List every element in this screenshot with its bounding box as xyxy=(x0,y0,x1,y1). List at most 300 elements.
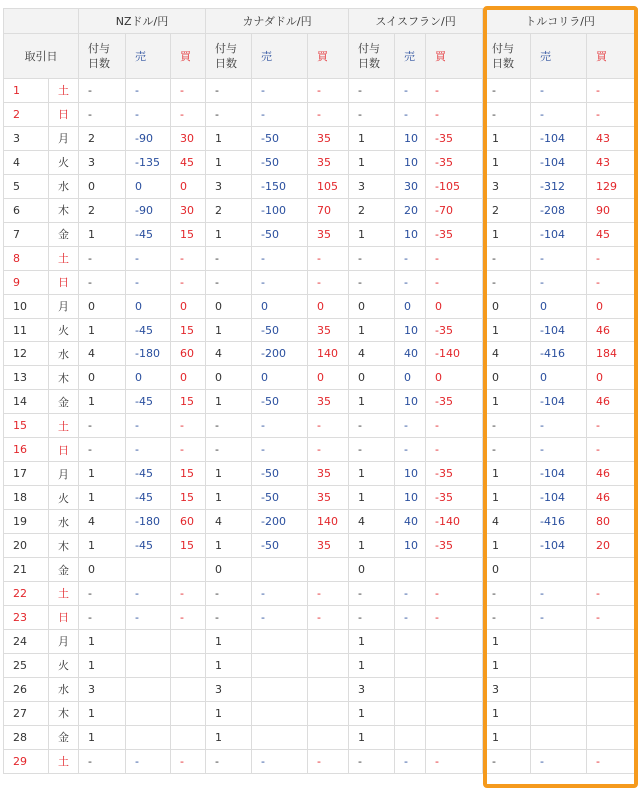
weekday: 金 xyxy=(49,725,79,749)
sell-cell: 10 xyxy=(395,462,426,486)
sell-cell: - xyxy=(126,102,171,126)
table-row xyxy=(4,510,638,534)
sell-cell: - xyxy=(531,438,587,462)
weekday: 火 xyxy=(49,150,79,174)
buy-cell xyxy=(426,701,483,725)
buy-cell xyxy=(426,629,483,653)
weekday: 金 xyxy=(49,558,79,582)
days-cell: 3 xyxy=(206,174,252,198)
table-row xyxy=(4,390,638,414)
buy-cell: 35 xyxy=(308,486,349,510)
buy-cell xyxy=(426,725,483,749)
currency-header-chf-jpy: スイスフラン/円 xyxy=(349,9,483,34)
buy-cell: - xyxy=(587,414,638,438)
table-row xyxy=(4,725,638,749)
buy-cell: 15 xyxy=(171,318,206,342)
days-cell: - xyxy=(206,102,252,126)
sell-cell xyxy=(395,725,426,749)
weekday: 火 xyxy=(49,653,79,677)
sell-cell: - xyxy=(395,270,426,294)
days-cell: 3 xyxy=(483,677,531,701)
buy-cell: 140 xyxy=(308,510,349,534)
days-cell: 1 xyxy=(79,653,126,677)
sell-cell: -45 xyxy=(126,390,171,414)
sell-cell: -45 xyxy=(126,318,171,342)
sell-cell: -416 xyxy=(531,342,587,366)
buy-cell: - xyxy=(308,102,349,126)
buy-cell: -35 xyxy=(426,150,483,174)
days-cell: 1 xyxy=(349,534,395,558)
sell-cell xyxy=(126,677,171,701)
table-row xyxy=(4,294,638,318)
weekday: 火 xyxy=(49,318,79,342)
buy-cell: - xyxy=(426,582,483,606)
buy-cell xyxy=(171,558,206,582)
buy-cell: - xyxy=(308,270,349,294)
buy-cell: - xyxy=(308,414,349,438)
buy-cell: 70 xyxy=(308,198,349,222)
table-row xyxy=(4,79,638,103)
weekday: 水 xyxy=(49,510,79,534)
sell-cell: -50 xyxy=(252,462,308,486)
table-row xyxy=(4,677,638,701)
buy-cell: 105 xyxy=(308,174,349,198)
sell-cell: - xyxy=(126,438,171,462)
sell-cell xyxy=(395,701,426,725)
days-cell: 1 xyxy=(79,701,126,725)
buy-cell: - xyxy=(171,438,206,462)
buy-cell: - xyxy=(308,582,349,606)
days-cell: 4 xyxy=(349,510,395,534)
trade-day: 15 xyxy=(4,414,49,438)
trade-day: 7 xyxy=(4,222,49,246)
trade-day: 29 xyxy=(4,749,49,773)
buy-cell xyxy=(171,677,206,701)
days-cell: - xyxy=(349,582,395,606)
sell-cell: -312 xyxy=(531,174,587,198)
days-cell: 1 xyxy=(349,725,395,749)
sell-cell: -104 xyxy=(531,150,587,174)
days-cell: 1 xyxy=(483,701,531,725)
buy-cell: 0 xyxy=(587,294,638,318)
buy-cell: - xyxy=(587,749,638,773)
days-cell: - xyxy=(349,102,395,126)
buy-cell xyxy=(587,701,638,725)
days-cell: 1 xyxy=(483,486,531,510)
sell-cell: 10 xyxy=(395,318,426,342)
trade-day: 25 xyxy=(4,653,49,677)
sell-cell: -208 xyxy=(531,198,587,222)
days-cell: - xyxy=(349,749,395,773)
days-cell: 1 xyxy=(206,126,252,150)
header-row-columns xyxy=(4,34,638,79)
buy-cell: - xyxy=(587,438,638,462)
days-cell: 3 xyxy=(79,150,126,174)
buy-cell: 15 xyxy=(171,222,206,246)
currency-header-nzd-jpy: NZドル/円 xyxy=(79,9,206,34)
sell-cell: - xyxy=(395,102,426,126)
sell-cell: 0 xyxy=(126,366,171,390)
days-cell: - xyxy=(79,414,126,438)
weekday: 日 xyxy=(49,102,79,126)
buy-cell: - xyxy=(587,79,638,103)
days-cell: 0 xyxy=(349,558,395,582)
days-cell: 0 xyxy=(206,558,252,582)
trade-day: 19 xyxy=(4,510,49,534)
days-cell: - xyxy=(79,749,126,773)
sell-cell xyxy=(126,701,171,725)
weekday: 土 xyxy=(49,749,79,773)
sell-cell: 10 xyxy=(395,390,426,414)
trade-day: 20 xyxy=(4,534,49,558)
buy-cell: 0 xyxy=(426,294,483,318)
trade-day: 26 xyxy=(4,677,49,701)
days-cell: 1 xyxy=(349,150,395,174)
buy-cell: - xyxy=(426,414,483,438)
sell-cell: - xyxy=(531,246,587,270)
sell-cell: -104 xyxy=(531,222,587,246)
days-cell: 1 xyxy=(349,222,395,246)
sell-cell xyxy=(531,725,587,749)
buy-cell: - xyxy=(308,79,349,103)
buy-cell: -35 xyxy=(426,222,483,246)
buy-cell: - xyxy=(171,414,206,438)
sell-cell: -90 xyxy=(126,126,171,150)
weekday: 火 xyxy=(49,486,79,510)
buy-cell: - xyxy=(171,582,206,606)
weekday: 月 xyxy=(49,294,79,318)
buy-cell: - xyxy=(308,605,349,629)
days-cell: 1 xyxy=(206,150,252,174)
buy-cell: - xyxy=(426,79,483,103)
sell-cell: - xyxy=(395,749,426,773)
table-row xyxy=(4,414,638,438)
sell-cell: - xyxy=(126,270,171,294)
sell-cell: 20 xyxy=(395,198,426,222)
sell-cell xyxy=(395,558,426,582)
sell-cell: -45 xyxy=(126,462,171,486)
sell-cell xyxy=(126,653,171,677)
sell-cell: 0 xyxy=(252,366,308,390)
days-header: 付与 日数 xyxy=(206,34,252,79)
days-cell: - xyxy=(79,246,126,270)
buy-cell: 184 xyxy=(587,342,638,366)
table-row xyxy=(4,126,638,150)
days-cell: - xyxy=(349,414,395,438)
buy-cell: 80 xyxy=(587,510,638,534)
weekday: 木 xyxy=(49,701,79,725)
days-cell: 1 xyxy=(206,534,252,558)
weekday: 木 xyxy=(49,366,79,390)
days-cell: 1 xyxy=(206,701,252,725)
buy-cell: -35 xyxy=(426,534,483,558)
weekday: 金 xyxy=(49,222,79,246)
days-cell: 0 xyxy=(79,558,126,582)
sell-cell: -90 xyxy=(126,198,171,222)
weekday: 土 xyxy=(49,79,79,103)
buy-cell: 43 xyxy=(587,126,638,150)
buy-cell xyxy=(587,725,638,749)
buy-cell xyxy=(171,629,206,653)
buy-cell: - xyxy=(171,749,206,773)
sell-cell: - xyxy=(252,246,308,270)
trade-day: 16 xyxy=(4,438,49,462)
trade-day: 14 xyxy=(4,390,49,414)
buy-header: 買 xyxy=(171,34,206,79)
buy-cell xyxy=(308,558,349,582)
buy-cell: - xyxy=(308,749,349,773)
days-cell: 0 xyxy=(483,558,531,582)
sell-cell xyxy=(126,629,171,653)
days-cell: 1 xyxy=(206,390,252,414)
days-cell: - xyxy=(79,270,126,294)
days-cell: 0 xyxy=(206,366,252,390)
buy-cell xyxy=(308,725,349,749)
table-row xyxy=(4,438,638,462)
swap-point-table xyxy=(3,8,638,774)
weekday: 日 xyxy=(49,605,79,629)
trade-day: 21 xyxy=(4,558,49,582)
days-cell: 1 xyxy=(206,318,252,342)
buy-cell: 35 xyxy=(308,390,349,414)
buy-cell xyxy=(426,653,483,677)
buy-cell: -140 xyxy=(426,342,483,366)
sell-cell xyxy=(395,653,426,677)
table-row xyxy=(4,558,638,582)
sell-cell: -50 xyxy=(252,318,308,342)
sell-cell: 0 xyxy=(252,294,308,318)
days-cell: - xyxy=(349,270,395,294)
days-cell: 4 xyxy=(349,342,395,366)
buy-cell: - xyxy=(426,246,483,270)
days-cell: 1 xyxy=(79,629,126,653)
days-cell: - xyxy=(483,270,531,294)
weekday: 日 xyxy=(49,438,79,462)
trade-day: 6 xyxy=(4,198,49,222)
sell-header: 売 xyxy=(126,34,171,79)
buy-cell: - xyxy=(171,605,206,629)
buy-header: 買 xyxy=(308,34,349,79)
buy-cell xyxy=(587,677,638,701)
sell-cell: -104 xyxy=(531,534,587,558)
table-row xyxy=(4,150,638,174)
days-cell: 0 xyxy=(79,174,126,198)
buy-cell xyxy=(426,677,483,701)
days-cell: 0 xyxy=(349,366,395,390)
days-cell: 0 xyxy=(349,294,395,318)
sell-cell: - xyxy=(395,605,426,629)
table-row xyxy=(4,701,638,725)
trade-day: 4 xyxy=(4,150,49,174)
weekday: 月 xyxy=(49,126,79,150)
buy-cell: 45 xyxy=(171,150,206,174)
days-cell: - xyxy=(206,414,252,438)
days-cell: 1 xyxy=(483,126,531,150)
table-row xyxy=(4,462,638,486)
days-cell: - xyxy=(79,582,126,606)
sell-cell: -50 xyxy=(252,390,308,414)
sell-cell: 40 xyxy=(395,510,426,534)
buy-cell: - xyxy=(587,102,638,126)
table-row xyxy=(4,246,638,270)
buy-cell: 129 xyxy=(587,174,638,198)
sell-cell: -104 xyxy=(531,390,587,414)
sell-cell: 10 xyxy=(395,534,426,558)
trade-day: 13 xyxy=(4,366,49,390)
days-cell: 3 xyxy=(483,174,531,198)
days-cell: 4 xyxy=(483,510,531,534)
weekday: 水 xyxy=(49,342,79,366)
days-cell: 2 xyxy=(79,126,126,150)
buy-cell: 46 xyxy=(587,318,638,342)
days-cell: 1 xyxy=(349,629,395,653)
buy-cell: 0 xyxy=(308,366,349,390)
buy-cell: -35 xyxy=(426,390,483,414)
days-cell: - xyxy=(79,605,126,629)
buy-cell: 46 xyxy=(587,462,638,486)
sell-cell: -104 xyxy=(531,318,587,342)
days-cell: - xyxy=(483,414,531,438)
sell-cell: - xyxy=(252,605,308,629)
trade-day: 17 xyxy=(4,462,49,486)
sell-cell: -150 xyxy=(252,174,308,198)
buy-cell: 15 xyxy=(171,534,206,558)
weekday: 土 xyxy=(49,582,79,606)
sell-cell: - xyxy=(531,749,587,773)
table-body xyxy=(4,79,638,774)
days-cell: - xyxy=(206,79,252,103)
days-cell: 1 xyxy=(349,390,395,414)
days-cell: 1 xyxy=(483,629,531,653)
days-cell: 1 xyxy=(483,318,531,342)
trade-day: 23 xyxy=(4,605,49,629)
buy-cell: - xyxy=(426,102,483,126)
trade-day: 2 xyxy=(4,102,49,126)
days-cell: 1 xyxy=(483,150,531,174)
sell-cell: -200 xyxy=(252,510,308,534)
days-cell: 1 xyxy=(79,725,126,749)
buy-cell: 60 xyxy=(171,510,206,534)
days-cell: 2 xyxy=(79,198,126,222)
sell-cell xyxy=(126,725,171,749)
weekday: 日 xyxy=(49,270,79,294)
buy-cell: -70 xyxy=(426,198,483,222)
buy-cell: 35 xyxy=(308,150,349,174)
buy-cell: - xyxy=(171,79,206,103)
days-header: 付与 日数 xyxy=(483,34,531,79)
weekday: 月 xyxy=(49,629,79,653)
buy-cell: 35 xyxy=(308,534,349,558)
sell-cell: -180 xyxy=(126,510,171,534)
days-cell: 1 xyxy=(206,629,252,653)
table-row xyxy=(4,534,638,558)
sell-cell: 10 xyxy=(395,222,426,246)
sell-cell: -50 xyxy=(252,126,308,150)
buy-cell: -35 xyxy=(426,126,483,150)
table-row xyxy=(4,605,638,629)
sell-cell: - xyxy=(252,79,308,103)
buy-cell: 0 xyxy=(426,366,483,390)
days-cell: - xyxy=(483,102,531,126)
sell-cell: 10 xyxy=(395,126,426,150)
days-cell: - xyxy=(79,102,126,126)
buy-cell xyxy=(587,558,638,582)
sell-cell xyxy=(531,677,587,701)
table-row xyxy=(4,366,638,390)
trade-day: 5 xyxy=(4,174,49,198)
sell-cell: - xyxy=(531,79,587,103)
days-cell: 1 xyxy=(349,462,395,486)
days-cell: - xyxy=(483,79,531,103)
table-row xyxy=(4,222,638,246)
sell-cell: - xyxy=(252,414,308,438)
sell-cell: -45 xyxy=(126,486,171,510)
buy-cell: - xyxy=(426,749,483,773)
trade-day: 1 xyxy=(4,79,49,103)
buy-cell: 90 xyxy=(587,198,638,222)
buy-cell: 15 xyxy=(171,390,206,414)
days-cell: 1 xyxy=(349,318,395,342)
sell-cell xyxy=(531,701,587,725)
buy-cell: 35 xyxy=(308,318,349,342)
days-cell: - xyxy=(206,749,252,773)
sell-cell: -104 xyxy=(531,462,587,486)
sell-cell xyxy=(531,558,587,582)
buy-cell: 30 xyxy=(171,198,206,222)
sell-cell: - xyxy=(395,414,426,438)
days-cell: - xyxy=(349,438,395,462)
days-cell: 0 xyxy=(206,294,252,318)
sell-cell: 0 xyxy=(531,294,587,318)
weekday: 月 xyxy=(49,462,79,486)
buy-cell: 0 xyxy=(587,366,638,390)
buy-cell: 15 xyxy=(171,462,206,486)
sell-cell: 30 xyxy=(395,174,426,198)
sell-cell: - xyxy=(252,102,308,126)
days-cell: 1 xyxy=(483,653,531,677)
days-cell: 2 xyxy=(483,198,531,222)
days-cell: 1 xyxy=(79,318,126,342)
days-cell: 1 xyxy=(483,534,531,558)
sell-cell: - xyxy=(252,582,308,606)
days-cell: - xyxy=(349,79,395,103)
sell-cell: - xyxy=(395,582,426,606)
sell-cell: - xyxy=(126,79,171,103)
buy-cell: - xyxy=(308,246,349,270)
days-cell: 1 xyxy=(483,222,531,246)
sell-cell: 0 xyxy=(395,366,426,390)
days-cell: - xyxy=(206,246,252,270)
sell-cell xyxy=(252,677,308,701)
sell-header: 売 xyxy=(531,34,587,79)
days-cell: - xyxy=(206,438,252,462)
days-cell: - xyxy=(206,270,252,294)
buy-cell: - xyxy=(308,438,349,462)
trade-day: 12 xyxy=(4,342,49,366)
weekday: 土 xyxy=(49,414,79,438)
sell-cell: - xyxy=(531,582,587,606)
sell-cell: 0 xyxy=(126,294,171,318)
buy-cell xyxy=(171,725,206,749)
currency-header-try-jpy: トルコリラ/円 xyxy=(483,9,638,34)
sell-cell xyxy=(252,629,308,653)
buy-cell: - xyxy=(587,270,638,294)
table-row xyxy=(4,629,638,653)
sell-cell: -50 xyxy=(252,534,308,558)
trade-date-header: 取引日 xyxy=(4,34,79,79)
sell-cell: 40 xyxy=(395,342,426,366)
sell-cell: - xyxy=(531,270,587,294)
